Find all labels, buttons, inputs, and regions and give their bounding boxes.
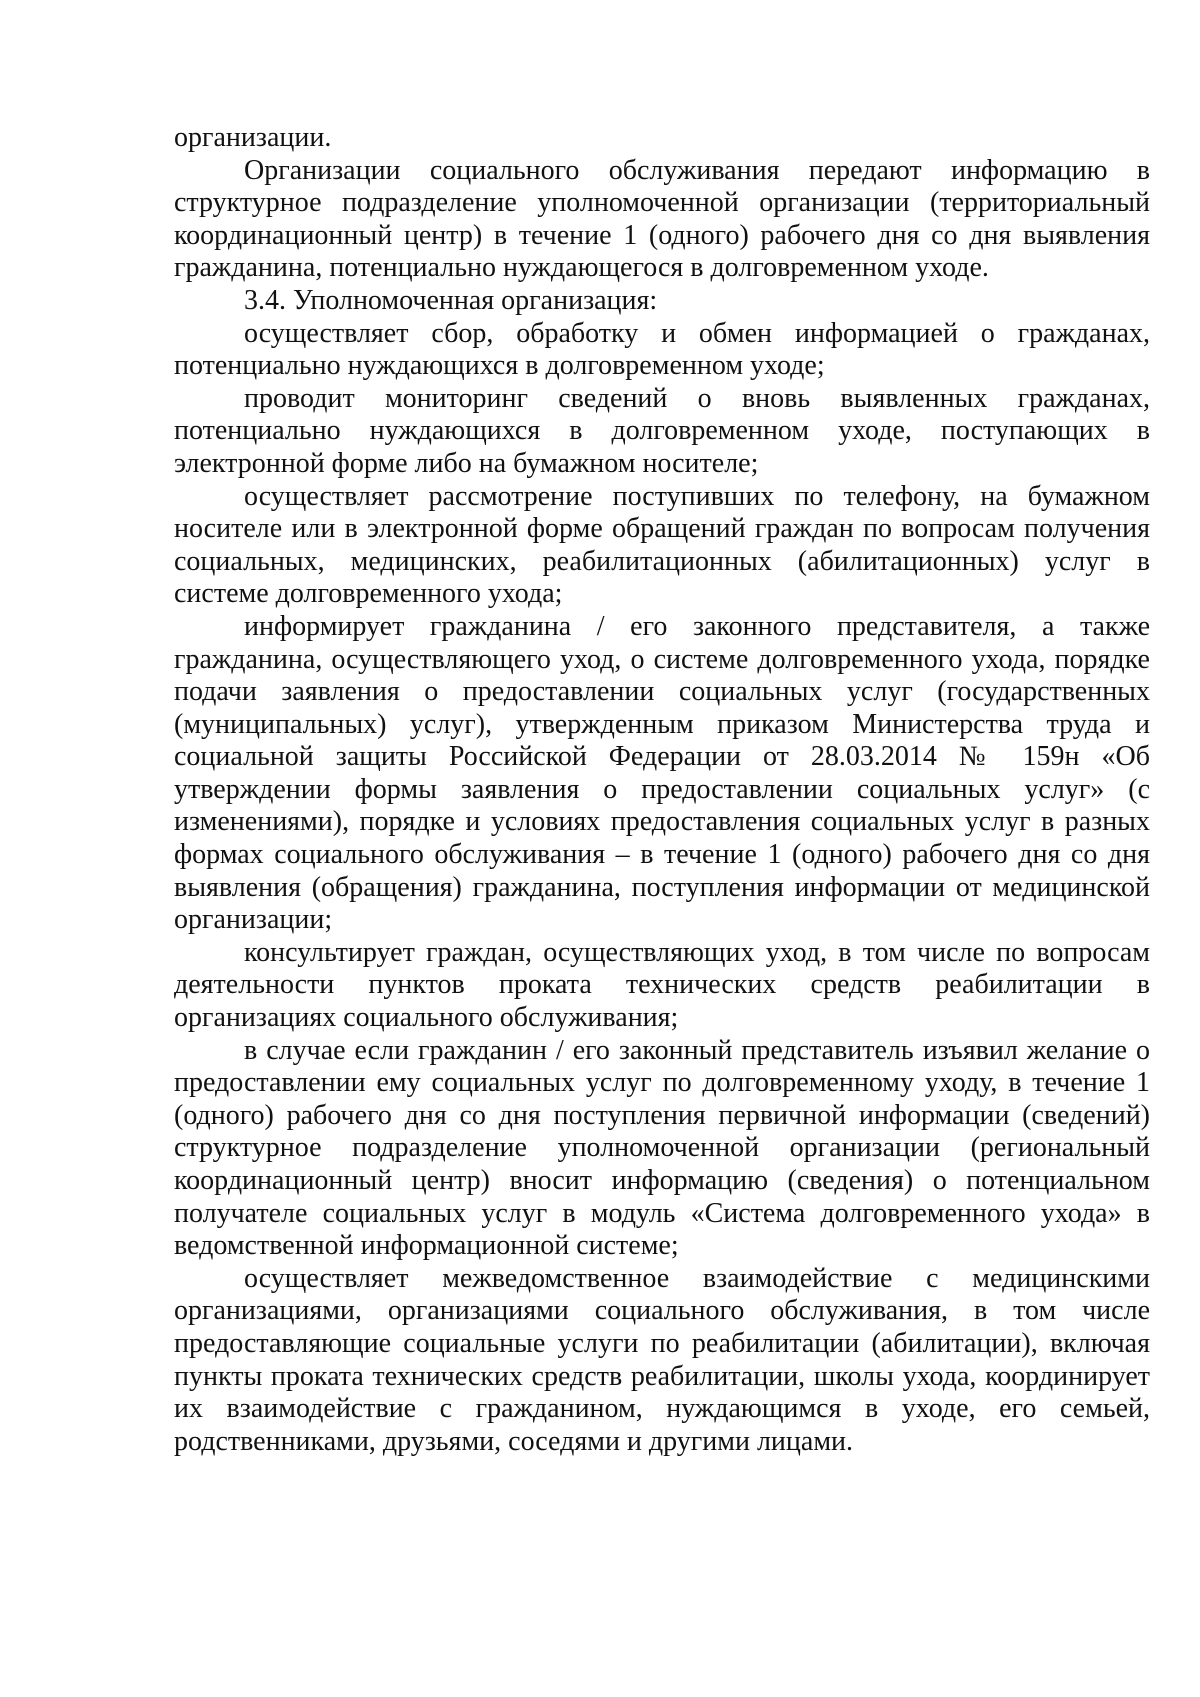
- paragraph-info-transfer: Организации социального обслуживания передают информацию в структурное подразделение уполномоченной организации (территориальный координационный центр) в течение 1 (одного) рабочего дня со дня выявления гражданина, потенциально нуждающегося в долговременном уходе.: [174, 154, 1150, 284]
- paragraph-data-entry: в случае если гражданин / его законный представитель изъявил желание о предоставлении ему социальных услуг по долговременному уходу, в течение 1 (одного) рабочего дня со дня поступления первичной информации (сведений) структурное подразделение уполномоченной организации (региональный координационный центр) вносит информацию (сведения) о потенциальном получателе социальных услуг в модуль «Система долговременного ухода» в ведомственной информационной системе;: [174, 1034, 1150, 1262]
- paragraph-interagency: осуществляет межведомственное взаимодействие с медицинскими организациями, организациями социального обслуживания, в том числе предоставляющие социальные услуги по реабилитации (абилитации), включая пункты проката технических средств реабилитации, школы ухода, координирует их взаимодействие с гражданином, нуждающимся в уходе, его семьей, родственниками, друзьями, соседями и другими лицами.: [174, 1262, 1150, 1457]
- section-heading-3-4: 3.4. Уполномоченная организация:: [244, 284, 658, 316]
- paragraph-consulting: консультирует граждан, осуществляющих уход, в том числе по вопросам деятельности пунктов проката технических средств реабилитации в организациях социального обслуживания;: [174, 936, 1150, 1034]
- paragraph-monitoring: проводит мониторинг сведений о вновь выявленных гражданах, потенциально нуждающихся в долговременном уходе, поступающих в электронной форме либо на бумажном носителе;: [174, 382, 1150, 479]
- paragraph-appeals-review: осуществляет рассмотрение поступивших по телефону, на бумажном носителе или в электронной форме обращений граждан по вопросам получения социальных, медицинских, реабилитационных (абилитационных) услуг в системе долговременного ухода;: [174, 480, 1150, 610]
- paragraph-data-collection: осуществляет сбор, обработку и обмен информацией о гражданах, потенциально нуждающихся в долговременном уходе;: [174, 317, 1150, 382]
- paragraph-continuation: организации.: [174, 122, 332, 153]
- document-page: [174, 122, 1150, 1458]
- paragraph-informing: информирует гражданина / его законного представителя, а также гражданина, осуществляющего уход, о системе долговременного ухода, порядке подачи заявления о предоставлении социальных услуг (государственных (муниципальных) услуг), утвержденным приказом Министерства труда и социальной защиты Российской Федерации от 28.03.2014 № 159н «Об утверждении формы заявления о предоставлении социальных услуг» (с изменениями), порядке и условиях предоставления социальных услуг в разных формах социального обслуживания – в течение 1 (одного) рабочего дня со дня выявления (обращения) гражданина, поступления информации от медицинской организации;: [174, 610, 1150, 936]
